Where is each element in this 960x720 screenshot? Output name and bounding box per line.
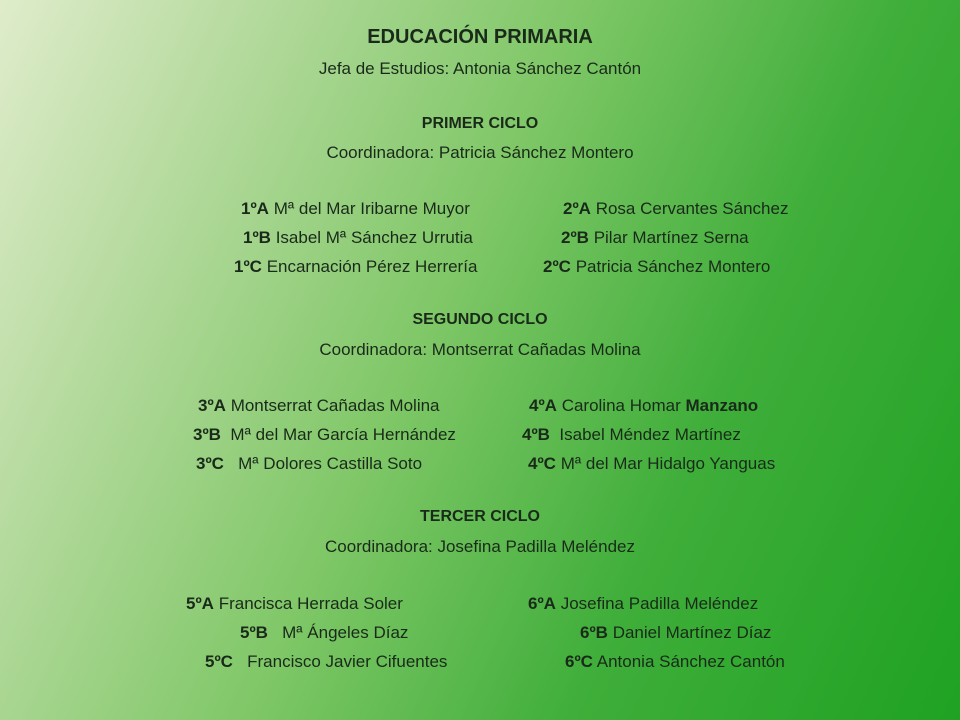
teacher-name: Encarnación Pérez Herrería — [266, 257, 478, 276]
class-code: 2ºA — [563, 199, 591, 218]
class-code: 4ºA — [529, 396, 557, 415]
section-heading-segundo-ciclo: SEGUNDO CICLO — [412, 311, 548, 328]
class-code: 3ºB — [193, 425, 221, 444]
teacher-entry — [528, 594, 758, 614]
teacher-name: Isabel Méndez Martínez — [554, 425, 741, 444]
class-code: 1ºB — [243, 228, 271, 247]
class-code: 4ºB — [522, 425, 550, 444]
class-code: 3ºA — [198, 396, 226, 415]
class-code: 2ºC — [543, 257, 571, 276]
teacher-entry — [563, 199, 788, 219]
teacher-name: Mª del Mar García Hernández — [225, 425, 456, 444]
class-code: 1ºC — [234, 257, 262, 276]
teacher-entry — [561, 228, 749, 248]
teacher-name: Francisco Javier Cifuentes — [237, 652, 448, 671]
class-code: 2ºB — [561, 228, 589, 247]
coordinadora-primer-ciclo: Coordinadora: Patricia Sánchez Montero — [326, 143, 634, 162]
class-code: 6ºA — [528, 594, 556, 613]
section-heading-primer-ciclo: PRIMER CICLO — [421, 115, 539, 132]
class-code: 5ºC — [205, 652, 233, 671]
teacher-name: Josefina Padilla Meléndez — [560, 594, 759, 613]
teacher-entry — [186, 594, 403, 614]
teacher-entry — [234, 257, 477, 277]
teacher-name: Mª Ángeles Díaz — [272, 623, 409, 642]
teacher-name: Mª del Mar Hidalgo Yanguas — [560, 454, 776, 473]
class-code: 1ºA — [241, 199, 269, 218]
class-code: 5ºA — [186, 594, 214, 613]
teacher-name: Francisca Herrada Soler — [218, 594, 403, 613]
section-heading-tercer-ciclo: TERCER CICLO — [420, 508, 540, 525]
teacher-name: Antonia Sánchez Cantón — [596, 652, 785, 671]
teacher-entry — [580, 623, 771, 643]
class-code: 4ºC — [528, 454, 556, 473]
class-code: 3ºC — [196, 454, 224, 473]
teacher-entry — [241, 199, 470, 219]
teacher-entry — [193, 425, 456, 445]
teacher-name: Carolina Homar — [561, 396, 681, 415]
coordinadora-segundo-ciclo: Coordinadora: Montserrat Cañadas Molina — [319, 340, 641, 359]
teacher-name: Rosa Cervantes Sánchez — [595, 199, 789, 218]
coordinadora-tercer-ciclo: Coordinadora: Josefina Padilla Meléndez — [325, 537, 635, 556]
teacher-name: Montserrat Cañadas Molina — [230, 396, 440, 415]
teacher-entry — [528, 454, 775, 474]
teacher-name: Pilar Martínez Serna — [593, 228, 749, 247]
teacher-entry — [198, 396, 440, 416]
teacher-name: Mª Dolores Castilla Soto — [228, 454, 423, 473]
page-title: EDUCACIÓN PRIMARIA — [367, 26, 593, 48]
teacher-entry — [205, 652, 447, 672]
teacher-name: Mª del Mar Iribarne Muyor — [273, 199, 470, 218]
teacher-entry — [243, 228, 473, 248]
teacher-entry — [565, 652, 785, 672]
class-code: 5ºB — [240, 623, 268, 642]
teacher-name-bold: Manzano — [685, 396, 759, 415]
teacher-entry — [522, 425, 741, 445]
teacher-name: Patricia Sánchez Montero — [575, 257, 771, 276]
teacher-entry — [543, 257, 770, 277]
class-code: 6ºC — [565, 652, 593, 671]
jefa-de-estudios: Jefa de Estudios: Antonia Sánchez Cantón — [318, 59, 642, 78]
teacher-entry — [529, 396, 758, 416]
teacher-entry — [240, 623, 408, 643]
class-code: 6ºB — [580, 623, 608, 642]
teacher-entry — [196, 454, 422, 474]
teacher-name: Isabel Mª Sánchez Urrutia — [275, 228, 473, 247]
teacher-name: Daniel Martínez Díaz — [612, 623, 772, 642]
